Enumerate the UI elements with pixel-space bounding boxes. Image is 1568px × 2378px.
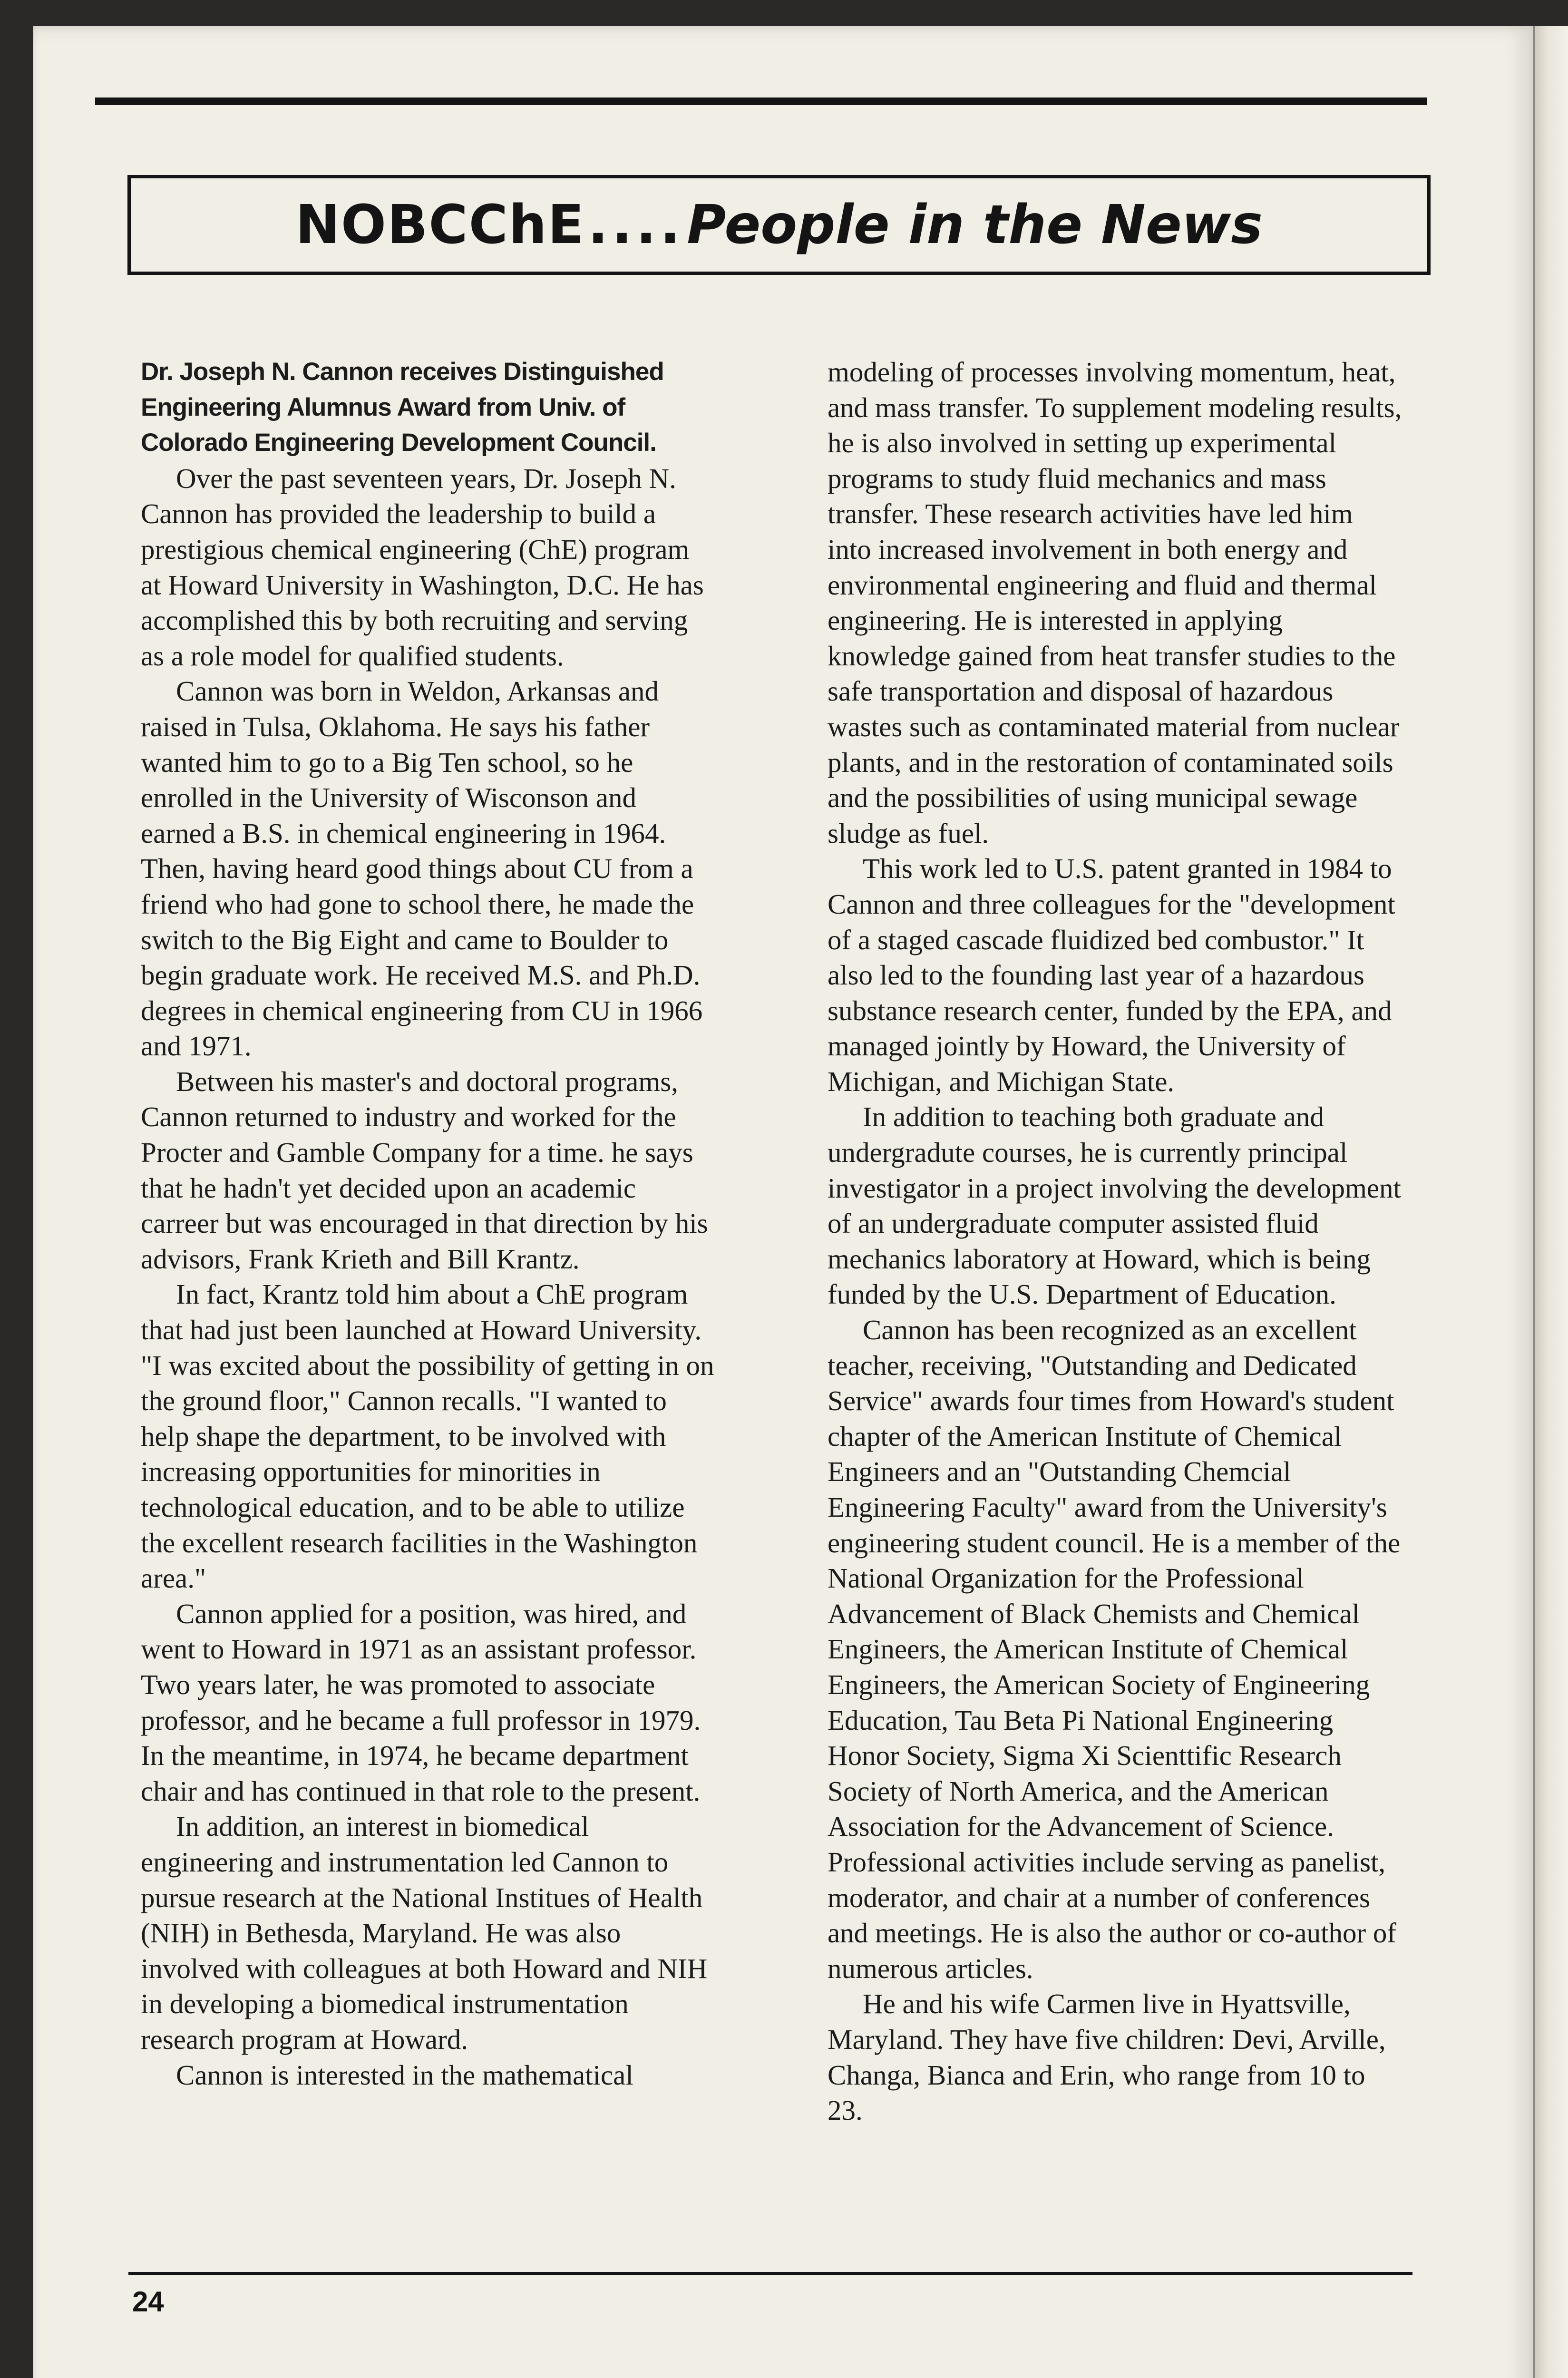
title-org: NOBCChE — [295, 194, 585, 256]
paragraph: Cannon is interested in the mathematical — [176, 2059, 633, 2091]
right-column — [828, 354, 1403, 2128]
title-separator: .... — [588, 194, 684, 256]
paragraph: Cannon was born in Weldon, Arkansas and raised in Tulsa, Oklahoma. He says his father wanted him to go to a Big Ten school, so he enrolled in the University of Wisconson and earned a B.S. in chemical engineering in 1964. Then, having heard good things about CU from a friend who had gone to school there, he made the switch to the Big Eight and came to Boulder to begin graduate work. He received M.S. and Ph.D. degrees in chemical engineering from CU in 1966 and 1971. — [141, 675, 703, 1062]
section-title-box — [127, 175, 1431, 275]
paragraph: In addition to teaching both graduate and undergradute courses, he is currently principal investigator in a project involving the development of an undergraduate computer assisted fluid mechanics laboratory at Howard, which is being funded by the U.S. Department of Education. — [828, 1101, 1401, 1310]
paragraph-continuation: modeling of processes involving momentum, heat, and mass transfer. To supplement modeling results, he is also involved in setting up experimental programs to study fluid mechanics and mass transfer. These research activities have led him into increased involvement in both energy and environmental engineering and fluid and thermal engineering. He is interested in applying knowledge gained from heat transfer studies to the safe transportation and disposal of hazardous wastes such as contaminated material from nuclear plants, and in the restoration of contaminated soils and the possibilities of using municipal sewage sludge as fuel. — [828, 356, 1402, 849]
paragraph: Between his master's and doctoral programs, Cannon returned to industry and worked for the Procter and Gamble Company for a time. he says that he hadn't yet decided upon an academic carreer but was encouraged in that direction by his advisors, Frank Krieth and Bill Krantz. — [141, 1065, 708, 1275]
paragraph: He and his wife Carmen live in Hyattsville, Maryland. They have five children: Devi, Arville, Changa, Bianca and Erin, who range from 10 to 23. — [828, 1988, 1386, 2126]
bottom-rule — [128, 2272, 1412, 2275]
next-page-edge — [1533, 26, 1568, 2378]
paragraph: Over the past seventeen years, Dr. Joseph N. Cannon has provided the leadership to build a prestigious chemical engineering (ChE) program at Howard University in Washington, D.C. He has accomplished this by both recruiting and serving as a role model for qualified students. — [141, 462, 704, 672]
left-column — [141, 354, 716, 2093]
paragraph: Cannon has been recognized as an excellent teacher, receiving, "Outstanding and Dedicated Service" awards four times from Howard's student chapter of the American Institute of Chemical Engineers and an "Outstanding Chemcial Engineering Faculty" award from the University's engineering student council. He is a member of the National Organization for the Professional Advancement of Black Chemists and Chemical Engineers, the American Institute of Chemical Engineers, the American Society of Engineering Education, Tau Beta Pi National Engineering Honor Society, Sigma Xi Scienttific Research Society of North America, and the American Association for the Advancement of Science. Professional activities include serving as panelist, moderator, and chair at a number of conferences and meetings. He is also the author or co-author of numerous articles. — [828, 1314, 1401, 1984]
paragraph: In fact, Krantz told him about a ChE program that had just been launched at Howard University. "I was excited about the possibility of getting in on the ground floor," Cannon recalls. "I wanted to help shape the department, to be involved with increasing opportunities for minorities in technological education, and to be able to utilize the excellent research facilities in the Washington area." — [141, 1278, 714, 1594]
paragraph: This work led to U.S. patent granted in 1984 to Cannon and three colleagues for the "development of a staged cascade fluidized bed combustor." It also led to the founding last year of a hazardous substance research center, funded by the EPA, and managed jointly by Howard, the University of Michigan, and Michigan State. — [828, 853, 1395, 1097]
top-rule — [95, 97, 1427, 105]
paragraph: In addition, an interest in biomedical engineering and instrumentation led Cannon to pursue research at the National Institues of Health (NIH) in Bethesda, Maryland. He was also involved with colleagues at both Howard and NIH in developing a biomedical instrumentation research program at Howard. — [141, 1811, 708, 2055]
title-subtitle: People in the News — [687, 194, 1263, 256]
page-number: 24 — [132, 2286, 164, 2318]
paragraph: Cannon applied for a position, was hired, and went to Howard in 1971 as an assistant professor. Two years later, he was promoted to associate professor, and he became a full professor in 1979. In the meantime, in 1974, he became department chair and has continued in that role to the present. — [141, 1598, 701, 1807]
article-headline: Dr. Joseph N. Cannon receives Distinguished Engineering Alumnus Award from Univ. of Colorado Engineering Development Council. — [141, 358, 664, 457]
